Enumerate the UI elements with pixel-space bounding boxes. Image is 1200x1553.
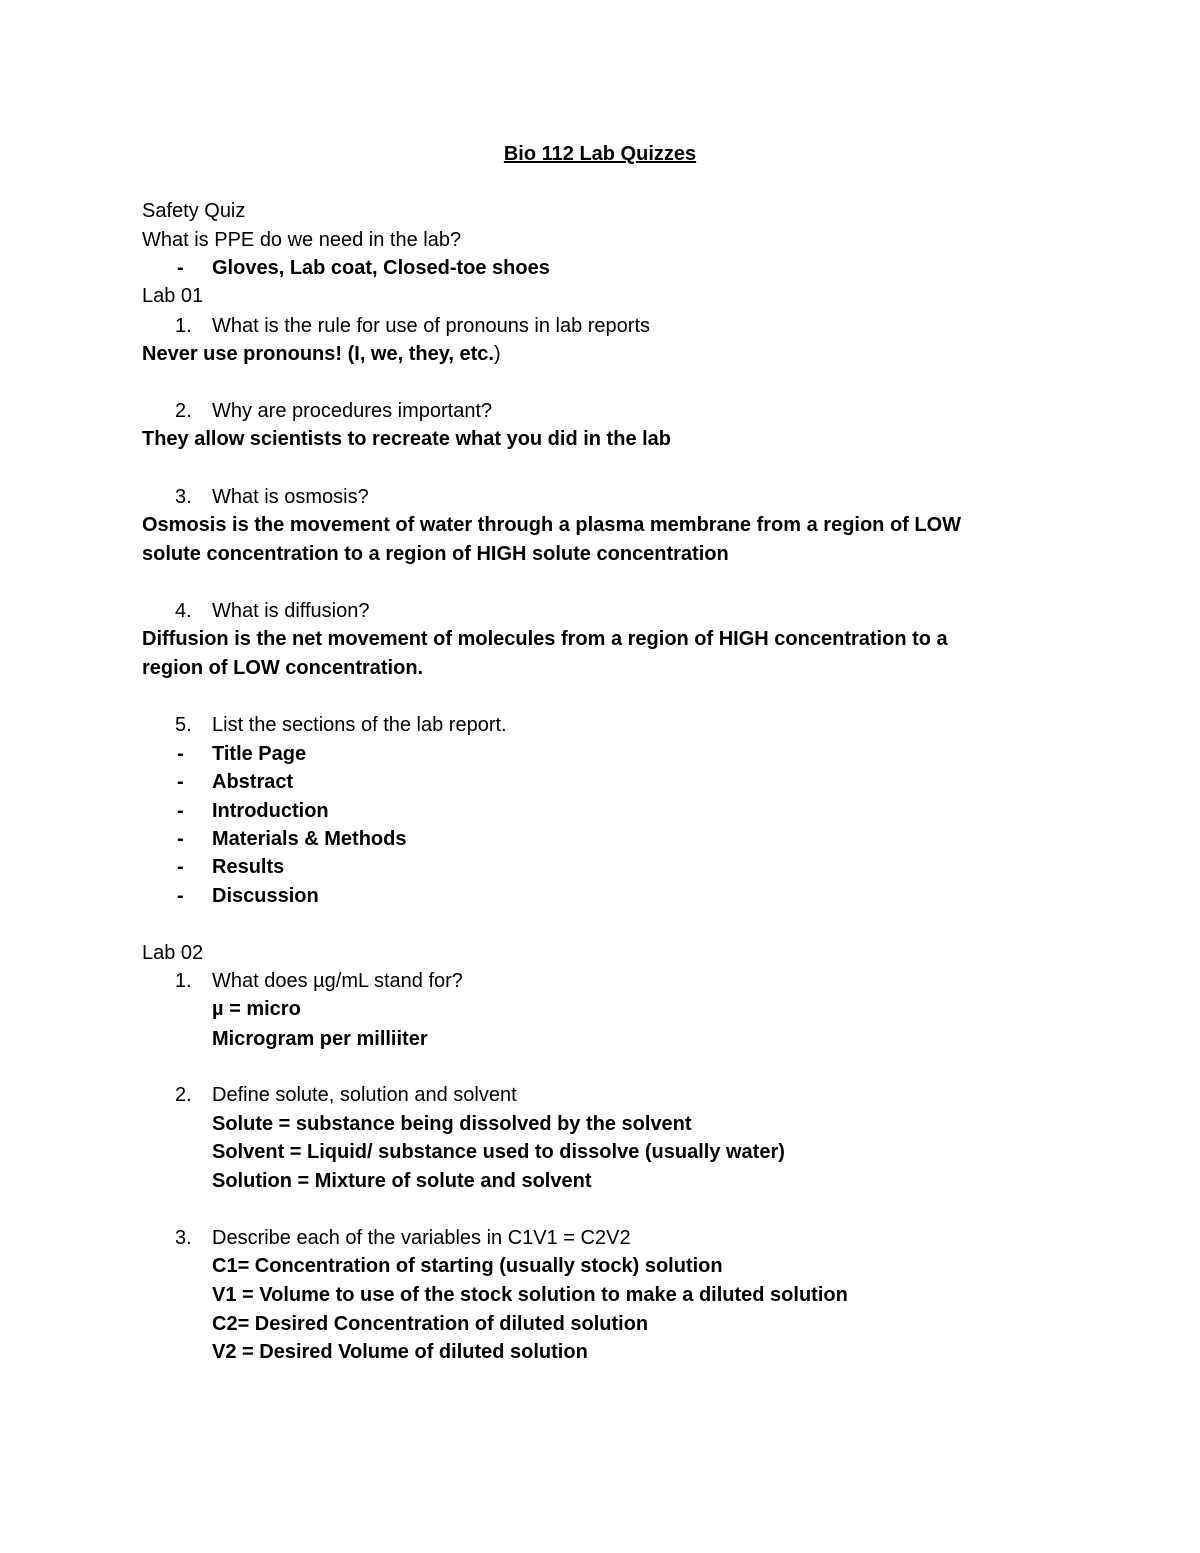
question-number: 2. bbox=[175, 400, 192, 422]
question-number: 1. bbox=[175, 970, 192, 992]
lab02-q2-answer: Solution = Mixture of solute and solvent bbox=[212, 1170, 592, 1192]
lab-section-item: Discussion bbox=[212, 885, 319, 907]
question-number: 2. bbox=[175, 1084, 192, 1106]
safety-question: What is PPE do we need in the lab? bbox=[142, 229, 462, 251]
lab-section-item: Abstract bbox=[212, 771, 294, 793]
list-marker: - bbox=[177, 856, 184, 878]
safety-answer: Gloves, Lab coat, Closed-toe shoes bbox=[212, 257, 550, 279]
lab01-q2-answer: They allow scientists to recreate what you did in the lab bbox=[142, 428, 672, 450]
lab01-q3-answer-line2: solute concentration to a region of HIGH solute concentration bbox=[142, 543, 729, 565]
lab01-q1-answer bbox=[142, 340, 501, 368]
lab01-heading: Lab 01 bbox=[142, 285, 204, 307]
document-title: Bio 112 Lab Quizzes bbox=[503, 143, 697, 165]
question-number: 3. bbox=[175, 486, 192, 508]
list-marker: - bbox=[177, 800, 184, 822]
lab02-q1-answer: Microgram per milliiter bbox=[212, 1028, 428, 1050]
answer-bold-part: Never use pronouns! (I, we, they, etc. bbox=[142, 343, 494, 365]
lab02-q1-text: What does µg/mL stand for? bbox=[212, 970, 463, 992]
lab01-q4-answer-line1: Diffusion is the net movement of molecules from a region of HIGH concentration to a bbox=[142, 628, 948, 650]
lab-section-item: Results bbox=[212, 856, 285, 878]
question-number: 5. bbox=[175, 714, 192, 736]
lab-section-item: Introduction bbox=[212, 800, 329, 822]
lab01-q3-answer-line1: Osmosis is the movement of water through a plasma membrane from a region of LOW bbox=[142, 514, 962, 536]
lab02-q3-text: Describe each of the variables in C1V1 = C2V2 bbox=[212, 1227, 631, 1249]
lab02-q2-answer: Solute = substance being dissolved by the solvent bbox=[212, 1113, 692, 1135]
lab-section-item: Materials & Methods bbox=[212, 828, 407, 850]
question-number: 3. bbox=[175, 1227, 192, 1249]
list-marker: - bbox=[177, 828, 184, 850]
lab02-q3-answer: C1= Concentration of starting (usually stock) solution bbox=[212, 1255, 723, 1277]
lab01-q5-text: List the sections of the lab report. bbox=[212, 714, 507, 736]
lab01-q4-text: What is diffusion? bbox=[212, 600, 370, 622]
lab02-q3-answer: C2= Desired Concentration of diluted solution bbox=[212, 1313, 649, 1335]
list-marker: - bbox=[177, 257, 184, 279]
lab02-q1-answer: µ = micro bbox=[212, 998, 301, 1020]
lab01-q2-text: Why are procedures important? bbox=[212, 400, 493, 422]
list-marker: - bbox=[177, 743, 184, 765]
list-marker: - bbox=[177, 885, 184, 907]
lab01-q3-text: What is osmosis? bbox=[212, 486, 369, 508]
list-marker: - bbox=[177, 771, 184, 793]
lab01-q4-answer-line2: region of LOW concentration. bbox=[142, 657, 424, 679]
lab01-q1-text: What is the rule for use of pronouns in lab reports bbox=[212, 315, 651, 337]
question-number: 1. bbox=[175, 315, 192, 337]
lab02-q3-answer: V1 = Volume to use of the stock solution to make a diluted solution bbox=[212, 1284, 848, 1306]
lab02-heading: Lab 02 bbox=[142, 942, 204, 964]
answer-closing-paren: ) bbox=[493, 343, 501, 365]
lab02-q3-answer: V2 = Desired Volume of diluted solution bbox=[212, 1341, 588, 1363]
question-number: 4. bbox=[175, 600, 192, 622]
safety-heading: Safety Quiz bbox=[142, 200, 246, 222]
lab02-q2-answer: Solvent = Liquid/ substance used to dissolve (usually water) bbox=[212, 1141, 785, 1163]
lab-section-item: Title Page bbox=[212, 743, 307, 765]
lab02-q2-text: Define solute, solution and solvent bbox=[212, 1084, 517, 1106]
